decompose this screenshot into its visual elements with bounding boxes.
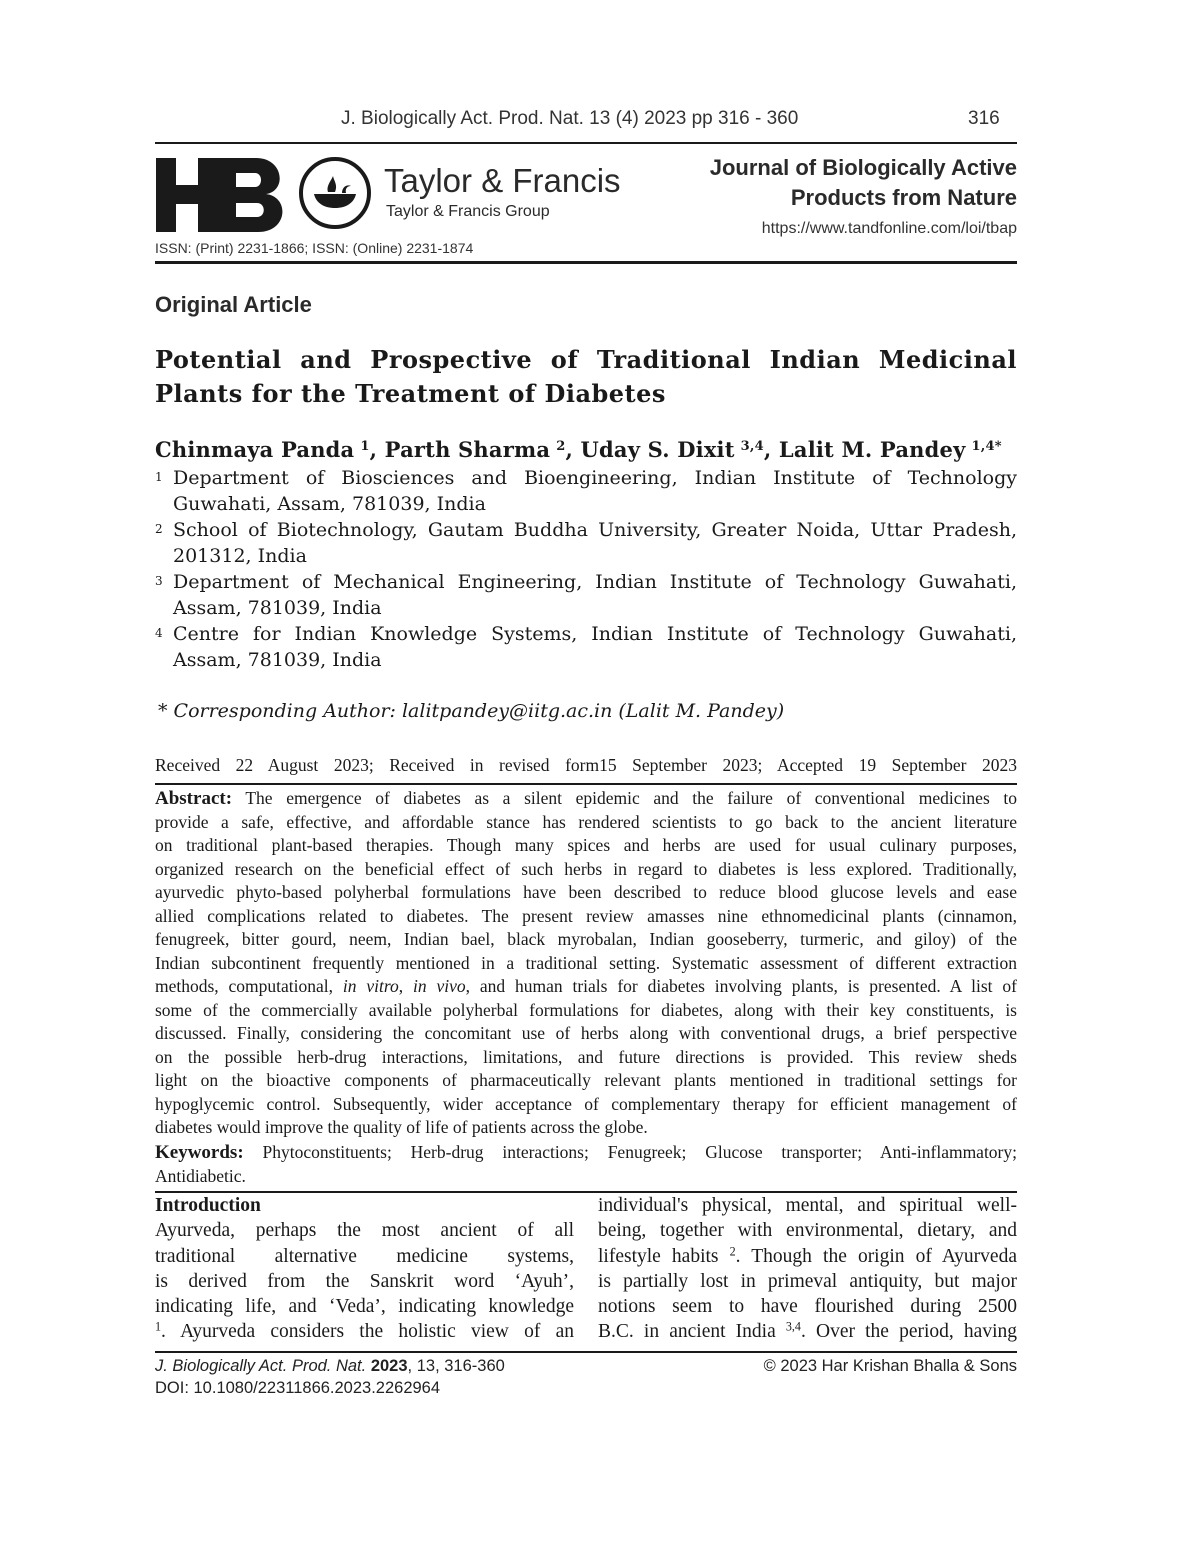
- affiliation-text: Centre for Indian Knowledge Systems, Indian Institute of Technology Guwahati,: [173, 623, 1017, 645]
- abstract-line: Abstract: The emergence of diabetes as a silent epidemic and the failure of conventional medicines to: [155, 788, 1017, 809]
- abstract-line: some of the commercially available polyherbal formulations for diabetes, along with their key constituents, is: [155, 999, 1017, 1020]
- abstract-line: ayurvedic phyto-based polyherbal formulations have been described to reduce blood glucose levels and ease: [155, 882, 1017, 902]
- article-title-line2: Plants for the Treatment of Diabetes: [155, 379, 666, 408]
- affiliation-number: 2: [155, 522, 163, 536]
- abstract-line: provide a safe, effective, and affordable stance has rendered scientists to go back to the ancient literature: [155, 811, 1017, 832]
- citation-sup: 1: [155, 1319, 162, 1334]
- author-affiliation-sup: 3,4: [740, 438, 764, 454]
- abstract: [155, 787, 1017, 1140]
- affiliation-number: 4: [155, 626, 163, 640]
- intro-line: indicating life, and ‘Veda’, indicating knowledge: [155, 1296, 574, 1318]
- keywords: [155, 1141, 1017, 1188]
- issn-line: ISSN: (Print) 2231-1866; ISSN: (Online) 2231-1874: [155, 240, 474, 256]
- author-separator: ,: [763, 437, 779, 462]
- article-title-line1: Potential and Prospective of Traditional Indian Medicinal: [155, 345, 1017, 374]
- abstract-label: Abstract:: [155, 788, 233, 809]
- masthead-rule: [155, 261, 1017, 264]
- hb-logo: [156, 158, 288, 232]
- author-name: Chinmaya Panda: [155, 437, 355, 462]
- affiliation-text: Department of Biosciences and Bioengineering, Indian Institute of Technology: [173, 467, 1017, 489]
- dates-rule: [155, 783, 1017, 785]
- taylor-francis-lamp-icon: [298, 156, 372, 230]
- intro-line: lifestyle habits $^2$. Though the origin of Ayurveda: [598, 1243, 1017, 1267]
- abstract-line: diabetes would improve the quality of life of patients across the globe.: [155, 1117, 648, 1137]
- intro-line: being, together with environmental, dietary, and: [598, 1220, 1017, 1242]
- footer-copyright: © 2023 Har Krishan Bhalla & Sons: [763, 1357, 1017, 1375]
- author-name: Uday S. Dixit: [580, 437, 735, 462]
- journal-name-line2: Products from Nature: [790, 185, 1017, 210]
- intro-line: B.C. in ancient India $^{3,4}$. Over the period, having: [598, 1319, 1017, 1343]
- affiliation-2: [155, 517, 1017, 569]
- author-affiliation-sup: 1,4*: [971, 438, 1002, 454]
- journal-name-line1: Journal of Biologically Active: [709, 155, 1017, 180]
- affiliation-text: 201312, India: [173, 545, 307, 567]
- author-affiliation-sup: 2: [556, 438, 566, 454]
- affiliation-text: Department of Mechanical Engineering, Indian Institute of Technology Guwahati,: [173, 571, 1017, 593]
- header-rule: [155, 142, 1017, 144]
- intro-line: is derived from the Sanskrit word ‘Ayuh’,: [155, 1270, 574, 1292]
- author-name: Parth Sharma: [384, 437, 551, 462]
- citation-sup: 3,4: [785, 1319, 801, 1334]
- author-separator: ,: [369, 437, 385, 462]
- author-affiliation-sup: 1: [360, 438, 370, 454]
- intro-line: notions seem to have flourished during 2500: [598, 1296, 1017, 1318]
- intro-line: is partially lost in primeval antiquity, but major: [598, 1270, 1017, 1292]
- intro-line: individual's physical, mental, and spiritual well-: [598, 1195, 1017, 1216]
- abstract-line: discussed. Finally, considering the concomitant use of herbs along with conventional drugs, a brief perspective: [155, 1023, 1017, 1043]
- journal-url[interactable]: https://www.tandfonline.com/loi/tbap: [761, 220, 1017, 237]
- footer-rule: [155, 1351, 1017, 1353]
- abstract-line: hypoglycemic control. Subsequently, wider acceptance of complementary therapy for efficient management of: [155, 1093, 1017, 1114]
- publisher-name: Taylor & Francis: [384, 162, 621, 199]
- affiliation-text: Guwahati, Assam, 781039, India: [173, 493, 486, 515]
- abstract-line: light on the bioactive components of pharmaceutically relevant plants mentioned in traditional settings for: [155, 1070, 1017, 1090]
- citation-sup: 2: [729, 1243, 736, 1258]
- article-type: Original Article: [155, 292, 312, 317]
- abstract-line: methods, computational, in vitro, in vivo, and human trials for diabetes involving plants, is presented. A list of: [155, 976, 1017, 996]
- affiliation-text: Assam, 781039, India: [173, 597, 382, 619]
- author-separator: ,: [565, 437, 581, 462]
- article-dates: Received 22 August 2023; Received in revised form15 September 2023; Accepted 19 September 2023: [155, 755, 1017, 775]
- keywords-list: Antidiabetic.: [155, 1165, 246, 1186]
- affiliation-4: [155, 621, 1017, 673]
- intro-left-column: [155, 1193, 574, 1345]
- intro-line: $^1$. Ayurveda considers the holistic view of an: [155, 1319, 574, 1343]
- affiliation-3: [155, 569, 1017, 621]
- intro-right-column: [598, 1193, 1017, 1345]
- keywords-list: Phytoconstituents; Herb-drug interactions; Fenugreek; Glucose transporter; Anti-inflammatory;: [262, 1142, 1018, 1162]
- intro-line: Ayurveda, perhaps the most ancient of all: [155, 1220, 574, 1242]
- author-list: [155, 437, 1002, 462]
- keywords-label: Keywords:: [155, 1142, 244, 1163]
- affiliation-1: [155, 465, 1017, 517]
- abstract-line: on the possible herb-drug interactions, limitations, and future directions is provided. This review sheds: [155, 1046, 1017, 1067]
- abstract-line: allied complications related to diabetes. The present review amasses nine ethnomedicinal plants (cinnamon,: [155, 905, 1017, 926]
- abstract-line: on traditional plant-based therapies. Though many spices and herbs are used for usual culinary purposes,: [155, 835, 1017, 855]
- abstract-line: Indian subcontinent frequently mentioned in a traditional setting. Systematic assessment of different extraction: [155, 952, 1017, 973]
- affiliation-text: School of Biotechnology, Gautam Buddha University, Greater Noida, Uttar Pradesh,: [173, 519, 1017, 541]
- intro-line: traditional alternative medicine systems,: [155, 1245, 574, 1267]
- author-name: Lalit M. Pandey: [778, 437, 966, 462]
- abstract-line: fenugreek, bitter gourd, neem, Indian bael, black myrobalan, Indian gooseberry, turmeric, and giloy) of the: [155, 929, 1017, 949]
- affiliation-number: 3: [155, 574, 163, 588]
- abstract-line: organized research on the beneficial effect of such herbs in regard to diabetes is less explored. Traditionally,: [155, 858, 1017, 879]
- footer-doi[interactable]: DOI: 10.1080/22311866.2023.2262964: [155, 1379, 441, 1397]
- affiliation-text: Assam, 781039, India: [173, 649, 382, 671]
- page-number: 316: [968, 108, 1000, 129]
- corresponding-author: * Corresponding Author: lalitpandey@iitg.ac.in (Lalit M. Pandey): [158, 700, 785, 722]
- intro-heading: Introduction: [155, 1195, 261, 1216]
- affiliation-number: 1: [155, 470, 163, 484]
- publisher-group: Taylor & Francis Group: [386, 203, 550, 220]
- footer-citation: J. Biologically Act. Prod. Nat. 2023, 13, 316-360: [155, 1357, 505, 1375]
- running-header-citation: J. Biologically Act. Prod. Nat. 13 (4) 2023 pp 316 - 360: [341, 108, 799, 129]
